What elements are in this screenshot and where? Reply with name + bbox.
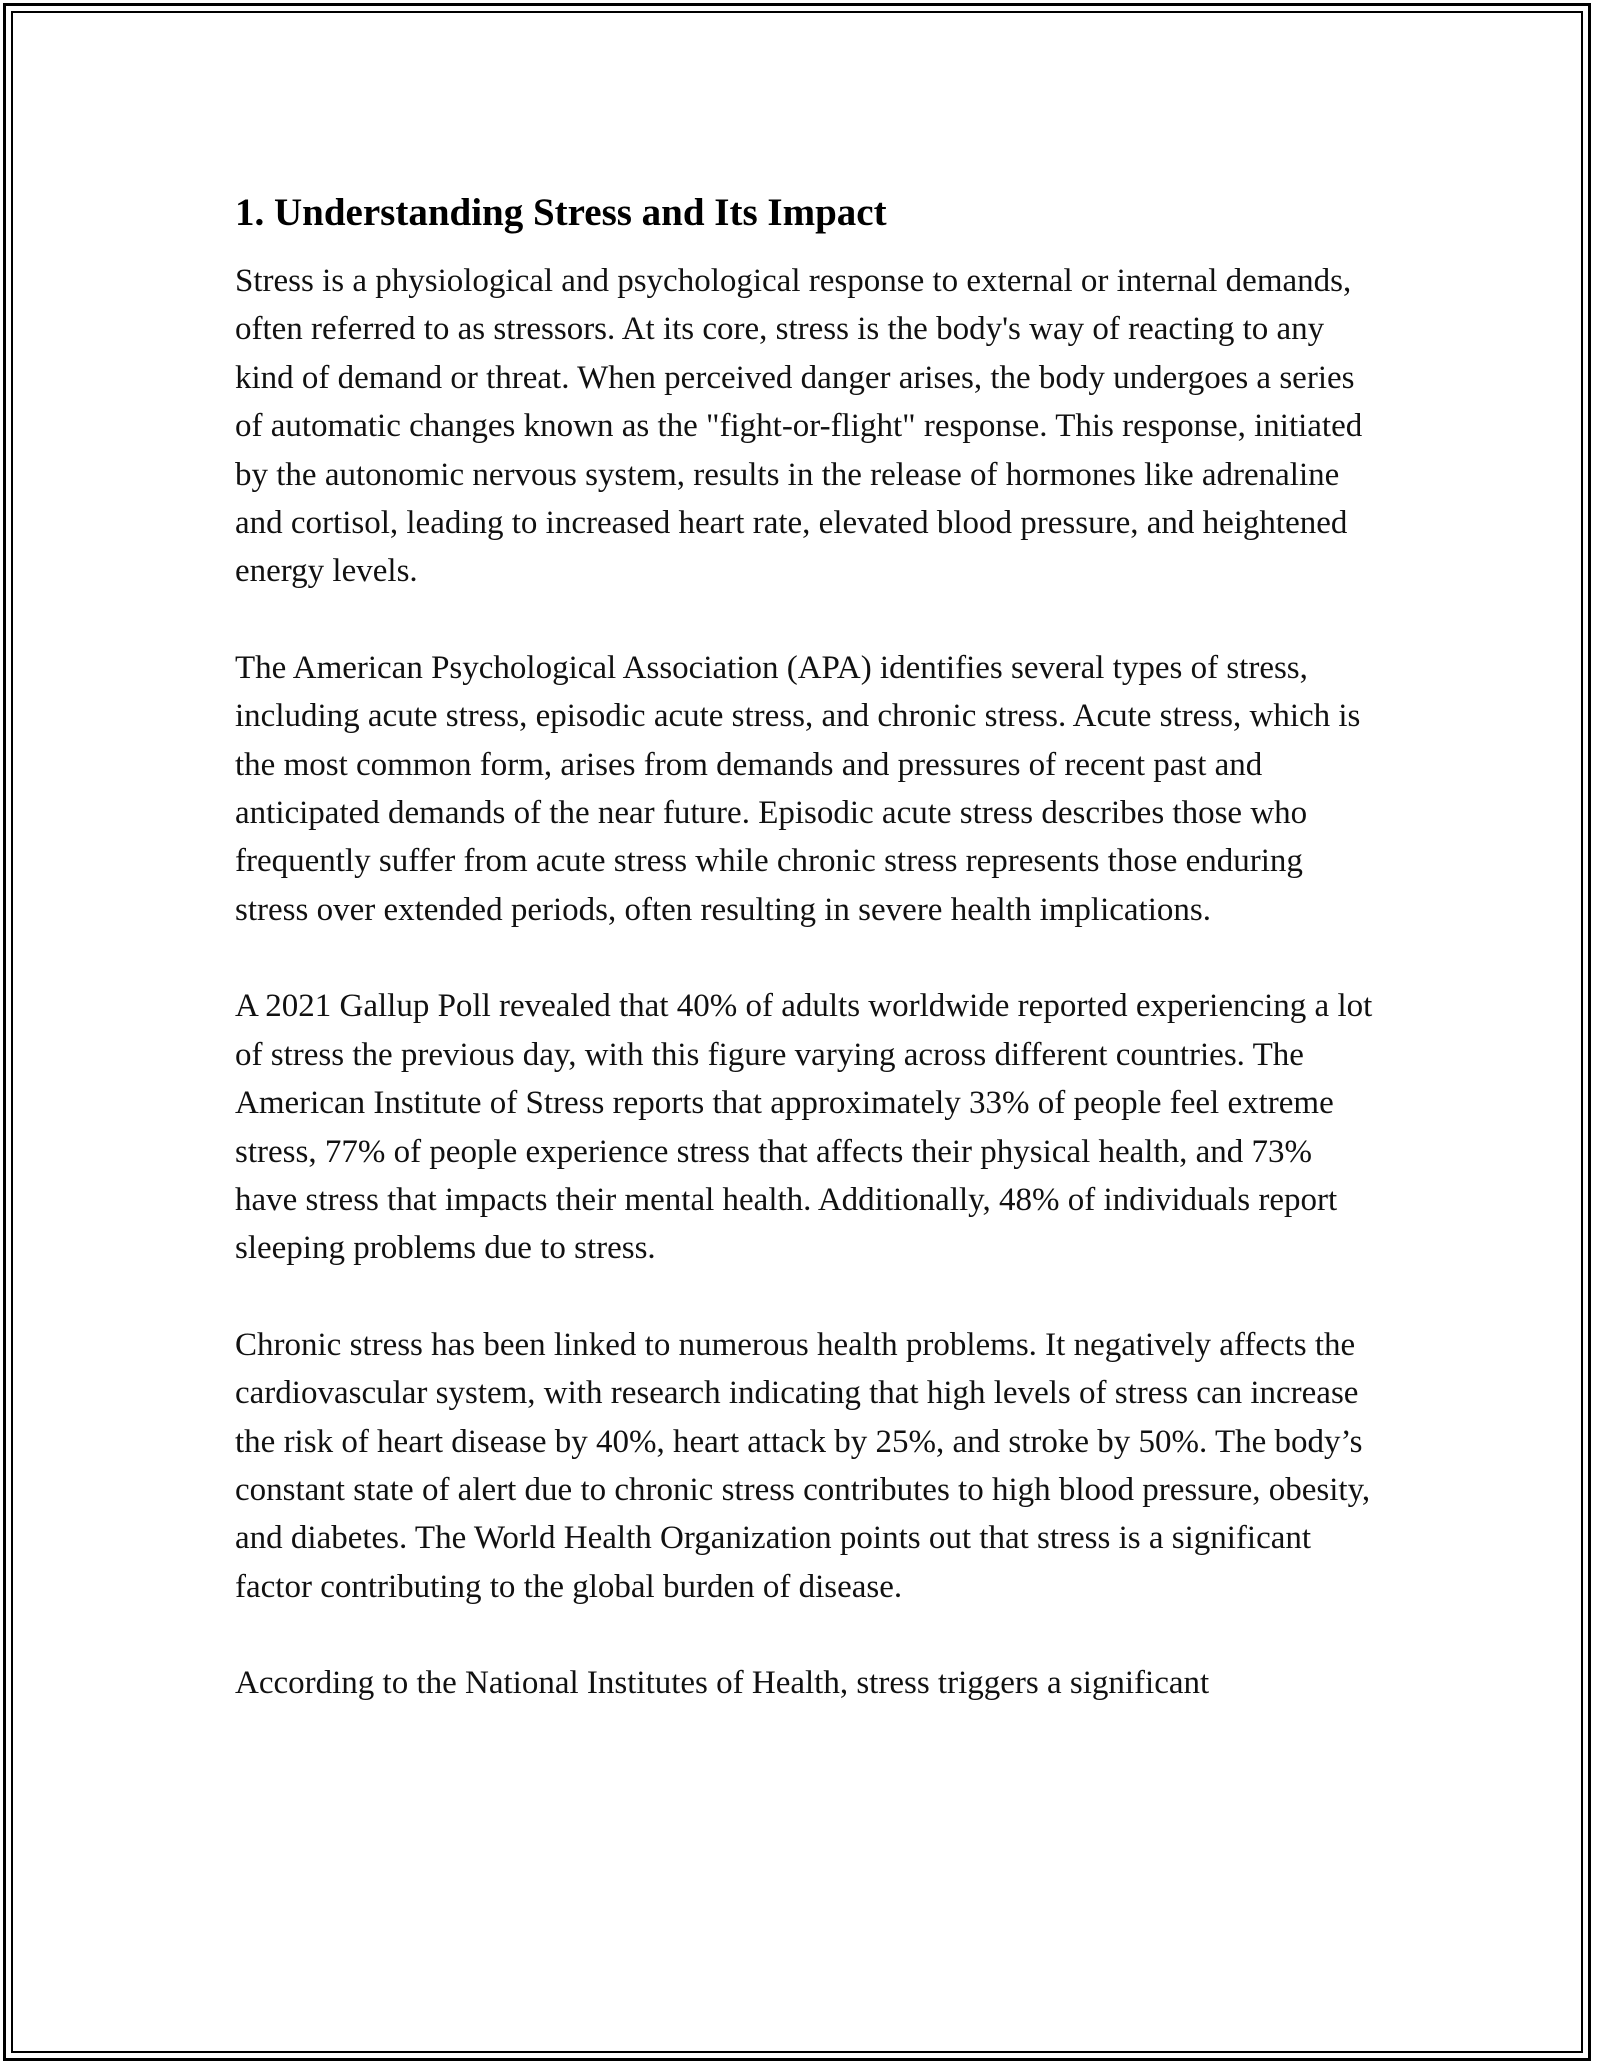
paragraph-nih-stress: According to the National Institutes of Health, stress triggers a significant — [235, 1665, 1210, 1702]
paragraph-stress-statistics: A 2021 Gallup Poll revealed that 40% of adults worldwide reported experiencing a lot of stress the previous day, with this figure varying across different countries. The American Institute of Stress reports that approximately 33% of people feel extreme stress, 77% of people experience stress that affects their physical health, and 73% have stress that impacts their mental health. Additionally, 48% of individuals report sleeping problems due to stress. — [235, 988, 1373, 1267]
section-heading: 1. Understanding Stress and Its Impact — [235, 191, 887, 234]
document-body — [235, 185, 1375, 1756]
paragraph-stress-definition: Stress is a physiological and psychological response to external or internal demands, often referred to as stressors. At its core, stress is the body's way of reacting to any kind of demand or threat. When perceived danger arises, the body undergoes a series of automatic changes known as the "fight-or-flight" response. This response, initiated by the autonomic nervous system, results in the release of hormones like adrenaline and cortisol, leading to increased heart rate, elevated blood pressure, and heightened energy levels. — [235, 263, 1363, 590]
paragraph-stress-types: The American Psychological Association (APA) identifies several types of stress, including acute stress, episodic acute stress, and chronic stress. Acute stress, which is the most common form, arises from demands and pressures of recent past and anticipated demands of the near future. Episodic acute stress describes those who frequently suffer from acute stress while chronic stress represents those enduring stress over extended periods, often resulting in severe health implications. — [235, 649, 1361, 928]
paragraph-chronic-stress-health: Chronic stress has been linked to numerous health problems. It negatively affects the cardiovascular system, with research indicating that high levels of stress can increase the risk of heart disease by 40%, heart attack by 25%, and stroke by 50%. The body’s constant state of alert due to chronic stress contributes to high blood pressure, obesity, and diabetes. The World Health Organization points out that stress is a significant factor contributing to the global burden of disease. — [235, 1326, 1371, 1605]
